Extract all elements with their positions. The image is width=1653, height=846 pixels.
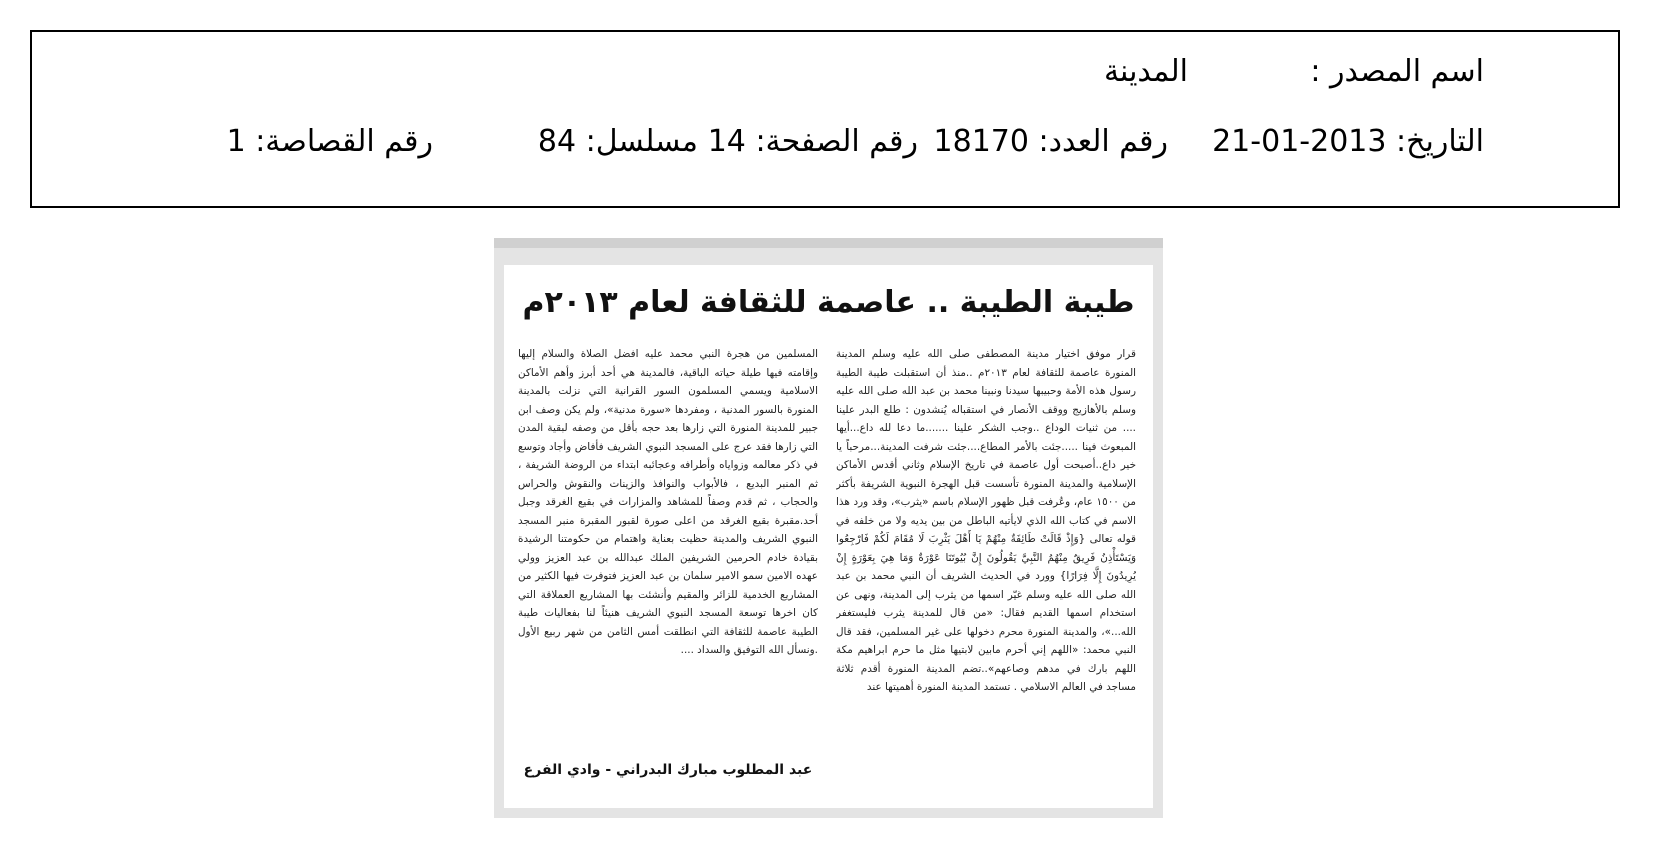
clip-number-field: رقم القصاصة: 1 xyxy=(226,124,433,159)
serial-field: مسلسل: 84 xyxy=(537,124,698,159)
metadata-header-box xyxy=(30,30,1620,208)
issue-number-field: رقم العدد: 18170 xyxy=(933,124,1168,159)
article-headline: طيبة الطيبة .. عاصمة للثقافة لعام ٢٠١٣م xyxy=(522,285,1135,320)
newspaper-clipping xyxy=(494,238,1163,818)
article-column-left: المسلمين من هجرة النبي محمد عليه افضل الصلاة والسلام إليها وإقامته فيها طيلة حياته الباقية، فالمدينة هي أحد أبرز وأهم الأماكن الاسلامية ويسمي المسلمون السور القرانية التي نزلت بالمدينة المنورة بالسور المدنية ، ومفردها «سورة مدنية»، ولم يكن وصف ابن جبير للمدينة المنورة التي زارها بعد حجه بأقل من وصفه لبقية المدن التي زارها فقد عرج على المسجد النبوي الشريف فأفاض وأجاد وتوسع في ذكر معالمه وزواياه وأطرافه وعجائبه ابتداء من الروضة الشريفة ، ثم المنبر البديع ، فالأبواب والنوافذ والزينات والنقوش والحراس والحجاب ، ثم قدم وصفاً للمشاهد والمزارات في بقيع الغرقد وجبل أحد.مقبرة بقيع الغرقد من اعلى صورة لقبور المقبرة منبر المسجد النبوي الشريف والمدينة حظيت بعناية واهتمام من حكومتنا الرشيدة بقيادة خادم الحرمين الشريفين الملك عبدالله بن عبد العزيز وولي عهده الامين سمو الامير سلمان بن عبد العزيز فتوفرت فيها الكثير من المشاريع الخدمية للزائر والمقيم وأنشئت بها المشاريع العملاقة التي كان اخرها توسعة المسجد النبوي الشريف هنيئاً لنا بفعاليات طيبة الطيبة عاصمة للثقافة التي انطلقت أمس الثامن من شهر ربيع الأول .ونسأل الله التوفيق والسداد .... xyxy=(518,348,818,656)
clipping-top-bar xyxy=(494,238,1163,248)
source-value: المدينة xyxy=(1103,54,1188,89)
article-column-right: قرار موفق اختيار مدينة المصطفى صلى الله عليه وسلم المدينة المنورة عاصمة للثقافة لعام ٢٠١٣م ..منذ أن استقبلت طيبة الطيبة رسول هذه الأمة وحبيبها سيدنا ونبينا محمد بن عبد الله صلى الله عليه وسلم بالأهازيج ووقف الأنصار في استقباله يُنشدون : طلع البدر علينا .... من ثنيات الوداع ..وجب الشكر علينا .......ما دعا لله داع...أيها المبعوث فينا .....جئت بالأمر المطاع....جئت شرفت المدينة...مرحباً يا خير داع..أصبحت أول عاصمة في تاريخ الإسلام وثاني أقدس الأماكن الإسلامية والمدينة المنورة تأسست قبل الهجرة النبوية الشريفة بأكثر من ١٥٠٠ عام، وعُرفت قبل ظهور الإسلام باسم «يثرب»، وقد ورد هذا الاسم في كتاب الله الذي لايأتيه الباطل من بين يديه ولا من خلفه في قوله تعالى {وَإِذْ قَالَتْ طَائِفَةٌ مِنْهُمْ يَا أَهْلَ يَثْرِبَ لَا مُقَامَ لَكُمْ فَارْجِعُوا وَيَسْتَأْذِنُ فَرِيقٌ مِنْهُمُ النَّبِيَّ يَقُولُونَ إِنَّ بُيُوتَنَا عَوْرَةٌ وَمَا هِيَ بِعَوْرَةٍ إِنْ يُرِيدُونَ إِلَّا فِرَارًا} وورد في الحديث الشريف أن النبي محمد بن عبد الله صلى الله عليه وسلم غيّر اسمها من يثرب إلى المدينة، ونهى عن استخدام اسمها القديم فقال: «من قال للمدينة يثرب فليستغفر الله...»، والمدينة المنورة محرم دخولها على غير المسلمين، فقد قال النبي محمد: «اللهم إني أحرم مابين لابتيها مثل ما حرم ابراهيم مكة اللهم بارك في مدهم وصاعهم»..تضم المدينة المنورة أقدم ثلاثة مساجد في العالم الاسلامي . تستمد المدينة المنورة أهميتها عند xyxy=(836,348,1136,693)
page-number-field: رقم الصفحة: 14 xyxy=(707,124,918,159)
clipping-article xyxy=(504,265,1153,808)
article-byline: عبد المطلوب مبارك البدراني - وادي الفرع xyxy=(523,762,813,778)
date-field: التاريخ: 2013-01-21 xyxy=(1212,124,1484,159)
source-label: اسم المصدر : xyxy=(1310,54,1484,89)
